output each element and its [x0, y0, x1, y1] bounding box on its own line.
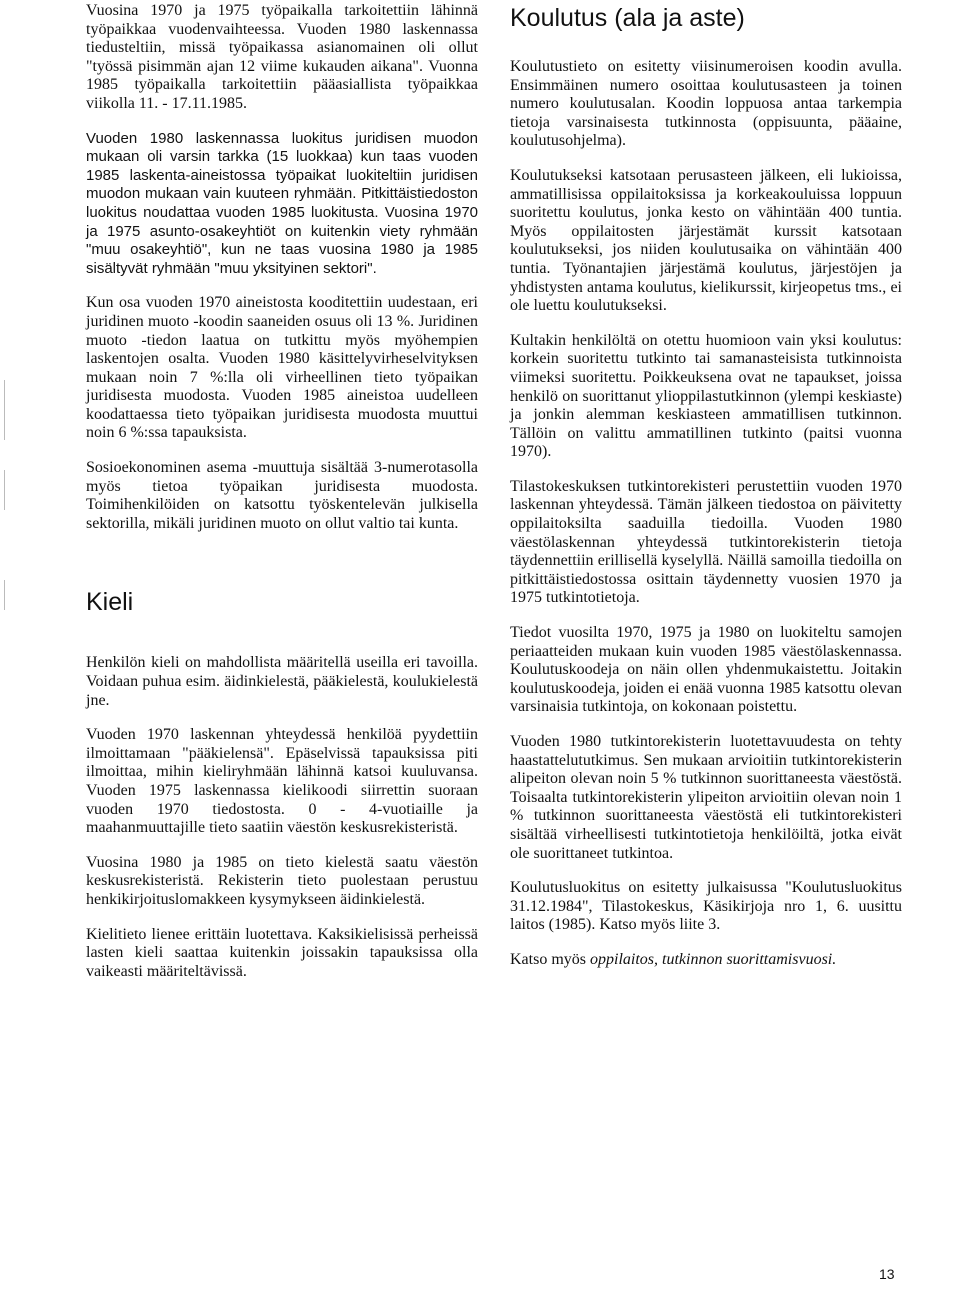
see-also-prefix: Katso myös — [510, 950, 590, 968]
scan-margin-line — [4, 470, 5, 510]
paragraph-see-also — [510, 951, 902, 970]
page-number: 13 — [879, 1266, 895, 1282]
paragraph: Koulutustieto on esitetty viisinumeroisen koodin avulla. Ensimmäinen numero osoittaa koulutusasteen ja toinen numero koulutusalan. Koodin loppuosa antaa tarkempia tietoja varsinaisesta tutkinnosta (oppisuunta, pääaine, koulutusohjelma). — [510, 58, 902, 150]
paragraph: Kun osa vuoden 1970 aineistosta kooditettiin uudestaan, eri juridinen muoto -koodin saaneiden osuus oli 13 %. Juridinen muoto -tiedon laatua on tutkittu myös myöhempien laskentojen osalta. Vuoden 1980 käsittelyvirheselvityksen mukaan noin 7 %:lla oli virheellinen tieto työpaikan juridisesta muodosta. Vuoden 1985 aineistoa uudelleen koodattaessa tieto työpaikan juridisesta muodosta muuttui noin 6 %:ssa tapauksista. — [86, 294, 478, 442]
paragraph: Tilastokeskuksen tutkintorekisteri perustettiin vuoden 1970 laskennan yhteydessä. Tämän jälkeen tiedostoa on päivitetty oppilaitoksilta saaduilla tiedoilla. Vuoden 1980 väestölaskennan yhteydessä tutkintorekisterin tietoja täydennettiin erillisellä kyselyllä. Näillä samoilla tiedoilla on pitkittäistiedostossa osittain täydennetty vuosien 1970 ja 1975 tutkintotietoja. — [510, 477, 902, 607]
paragraph: Tiedot vuosilta 1970, 1975 ja 1980 on luokiteltu samojen periaatteiden mukaan kuin vuoden 1985 väestölaskennassa. Koulutuskoodeja on näin ollen yhdenmukaistettu. Joitakin koulutuskoodeja, joiden ei enää vuonna 1985 katsottu olevan varsinaisia tutkintoja, on kokonaan poistettu. — [510, 624, 902, 716]
section-heading-koulutus: Koulutus (ala ja aste) — [510, 4, 745, 32]
left-column — [86, 0, 478, 997]
scan-margin-line — [4, 380, 5, 440]
scan-margin-line — [4, 580, 5, 610]
right-column — [510, 0, 902, 986]
paragraph: Koulutusluokitus on esitetty julkaisussa "Koulutusluokitus 31.12.1984", Tilastokeskus, Käsikirjoja nro 1, 6. uusittu laitos (1985). Katso myös liite 3. — [510, 879, 902, 934]
paragraph: Vuoden 1970 laskennan yhteydessä henkilöä pyydettiin ilmoittamaan "pääkielensä". Epäselvissä tapauksissa piti ilmoittaa, mihin kieliryhmään lähinnä katsoi kuuluvansa. Vuoden 1975 laskennassa kielikoodi siirrettin suoraan vuoden 1970 tiedostosta. 0 - 4-vuotiaille ja maahanmuuttajille tieto saatiin väestön keskusrekisteristä. — [86, 726, 478, 837]
paragraph: Vuoden 1980 laskennassa luokitus juridisen muodon mukaan oli varsin tarkka (15 luokkaa) kun taas vuoden 1985 laskenta-aineistossa työpaikat luokiteltiin juridisen muodon mukaan vain kuuteen ryhmään. Pitkittäistiedoston luokitus noudattaa vuoden 1985 luokitusta. Vuosina 1970 ja 1975 asunto-osakeyhtiöt on kuitenkin viety ryhmään "muu osakeyhtiö", kun ne taas vuosina 1980 ja 1985 sisältyvät ryhmään "muu yksityinen sektori". — [86, 129, 478, 277]
paragraph: Sosioekonominen asema -muuttuja sisältää 3-numerotasolla myös tietoa työpaikan juridisesta muodosta. Toimihenkilöiden on katsottu työskentelevän julkisella sektorilla, mikäli juridinen muoto on ollut valtio tai kunta. — [86, 459, 478, 532]
paragraph: Koulutukseksi katsotaan perusasteen jälkeen, eli lukioissa, ammatillisissa oppilaitoksissa ja korkeakouluissa loppuun suoritettu koulutus, jonka kesto on vähintään 400 tuntia. Myös oppilaitosten järjestämät kurssit katsotaan koulutukseksi, jos niiden koulutusaika on vähintään 400 tuntia. Työnantajien järjestämä koulutus, järjestöjen ja yhdistysten antama koulutus, kielikurssit, kirjeopetus tms., ei ole luettu koulutukseksi. — [510, 166, 902, 315]
paragraph: Kielitieto lienee erittäin luotettava. Kaksikielisissä perheissä lasten kieli saattaa kuitenkin joissakin tapauksissa olla vaikeasti määriteltävissä. — [86, 925, 478, 980]
paragraph: Henkilön kieli on mahdollista määritellä useilla eri tavoilla. Voidaan puhua esim. äidinkielestä, pääkielestä, koulukielestä jne. — [86, 654, 478, 709]
paragraph: Vuoden 1980 tutkintorekisterin luotettavuudesta on tehty haastattelututkimus. Sen mukaan arvioitiin tutkintorekisterin alipeiton olevan noin 5 % tutkinnon suorittaneesta väestöstä. Toisaalta tutkintorekisterin ylipeiton arvioitiin olevan noin 1 % tutkinnon suorittaneesta väestöstä eli tutkintorekisteri sisältää virheellisesti tutkintotietoja henkilöiltä, jotka eivät ole suorittaneet tutkintoa. — [510, 733, 902, 862]
paragraph: Vuosina 1980 ja 1985 on tieto kielestä saatu väestön keskusrekisteristä. Rekisterin tieto puolestaan perustuu henkikirjoituslomakkeen kysymykseen äidinkielestä. — [86, 853, 478, 908]
section-heading-kieli: Kieli — [86, 588, 134, 617]
see-also-terms: oppilaitos, tutkinnon suorittamisvuosi. — [590, 950, 837, 968]
paragraph: Vuosina 1970 ja 1975 työpaikalla tarkoitettiin lähinnä työpaikkaa vuodenvaihteessa. Vuoden 1980 laskennassa tiedusteltiin, missä työpaikassa asianomainen oli ollut "työssä pisimmän ajan 12 viime kukauden aikana". Vuonna 1985 työpaikalla tarkoitettiin pääasiallista työpaikkaa viikolla 11. - 17.11.1985. — [86, 2, 478, 112]
paragraph: Kultakin henkilöltä on otettu huomioon vain yksi koulutus: korkein suoritettu tutkinto tai samanasteisista tutkinnoista viimeksi suoritettu. Poikkeuksena ovat ne tapaukset, joissa henkilö on suorittanut ylioppilastutkinnon (ylempi keskiaste) ja jonkin alemman keskiasteen ammatillisen tutkinnon. Tällöin on valittu ammatillinen tutkinto (paitsi vuonna 1970). — [510, 331, 902, 461]
